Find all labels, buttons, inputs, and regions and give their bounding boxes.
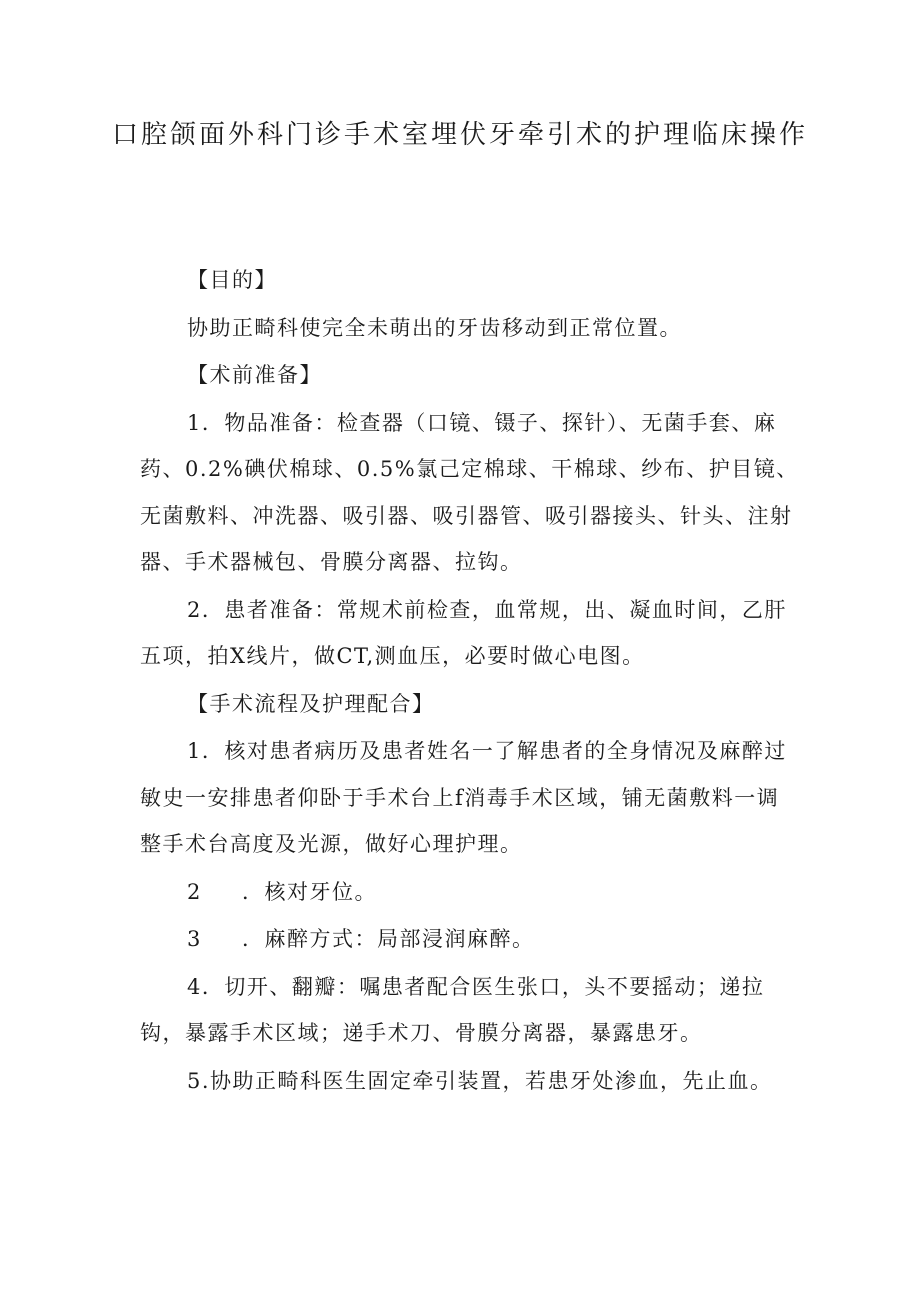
section-heading-purpose: 【目的】 — [187, 268, 277, 292]
document-body — [140, 257, 800, 1105]
paragraph-purpose: 协助正畸科使完全未萌出的牙齿移动到正常位置。 — [187, 315, 682, 340]
step-number: 2 — [187, 879, 202, 904]
paragraph-step-4: 4．切开、翻瓣：嘱患者配合医生张口，头不要摇动；递拉钩，暴露手术区域；递手术刀、骨膜分离器，暴露患牙。 — [140, 974, 765, 1045]
paragraph-step-1: 1．核对患者病历及患者姓名一了解患者的全身情况及麻醉过敏史一安排患者仰卧于手术台上f消毒手术区域，铺无菌敷料一调整手术台高度及光源，做好心理护理。 — [140, 739, 787, 856]
step-number: 3 — [187, 927, 202, 951]
paragraph-patient-preparation: 2．患者准备：常规术前检查，血常规，出、凝血时间，乙肝五项，拍X线片，做CT,测血压，必要时做心电图。 — [140, 597, 787, 668]
section-heading-procedure: 【手术流程及护理配合】 — [187, 691, 435, 716]
step-text: ．核对牙位。 — [242, 879, 377, 904]
step-text: ．麻醉方式：局部浸润麻醉。 — [242, 927, 535, 951]
paragraph-step-5: 5.协助正畸科医生固定牵引装置，若患牙处渗血，先止血。 — [187, 1068, 773, 1093]
paragraph-step-3 — [140, 916, 800, 963]
section-heading-preop: 【术前准备】 — [187, 363, 322, 387]
paragraph-step-2 — [140, 869, 800, 916]
paragraph-items-preparation: 1．物品准备：检查器（口镜、镊子、探针）、无菌手套、麻药、0.2%碘伏棉球、0.5%氯己定棉球、干棉球、纱布、护目镜、无菌敷料、冲洗器、吸引器、吸引器管、吸引器接头、针头、注射器、手术器械包、骨膜分离器、拉钩。 — [140, 410, 799, 574]
document-title: 口腔颌面外科门诊手术室埋伏牙牵引术的护理临床操作 — [111, 120, 808, 150]
